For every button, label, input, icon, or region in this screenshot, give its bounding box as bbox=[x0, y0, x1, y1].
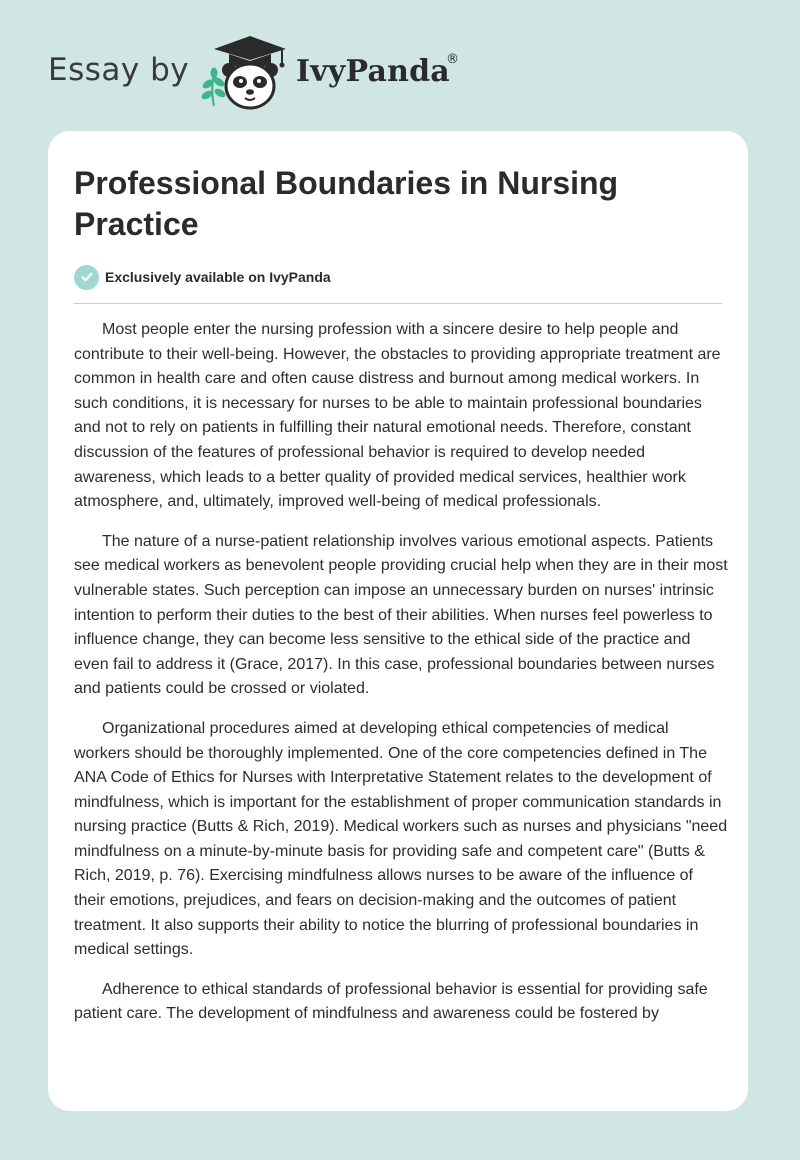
paragraph: The nature of a nurse-patient relationship involves various emotional aspects. Patients see medical workers as benevolent people providing crucial help when they are in their most vulnerable states. Such perception can impose an unnecessary burden on nurses' intrinsic intention to perform their duties to the best of their abilities. When nurses feel powerless to influence change, they can become less sensitive to the ethical side of the practice and even fail to address it (Grace, 2017). In this case, professional boundaries between nurses and patients could be crossed or violated. bbox=[74, 532, 728, 698]
essay-title: Professional Boundaries in Nursing Practice bbox=[74, 165, 619, 242]
check-circle-icon bbox=[74, 265, 99, 290]
registered-mark: ® bbox=[446, 52, 459, 67]
essay-body bbox=[74, 318, 728, 1042]
exclusive-badge-text: Exclusively available on IvyPanda bbox=[105, 269, 331, 285]
panda-logo-icon[interactable] bbox=[198, 34, 290, 112]
essay-by-label: Essay by bbox=[48, 52, 190, 88]
paragraph: Adherence to ethical standards of professional behavior is essential for providing safe patient care. The development of mindfulness and awareness could be fostered by bbox=[74, 980, 708, 1023]
site-header bbox=[0, 0, 800, 130]
paragraph: Most people enter the nursing profession with a sincere desire to help people and contribute to their well-being. However, the obstacles to providing appropriate treatment are common in health care and often cause distress and burnout among medical workers. In such conditions, it is necessary for nurses to be able to maintain professional boundaries and not to rely on patients in fulfilling their natural emotional needs. Therefore, constant discussion of the features of professional behavior is required to develop needed awareness, which leads to a better quality of provided medical services, healthier work atmosphere, and, ultimately, improved well-being of medical professionals. bbox=[74, 321, 721, 511]
panda-face-icon bbox=[222, 63, 278, 108]
exclusive-badge bbox=[74, 264, 331, 290]
brand-name[interactable]: IvyPanda bbox=[296, 54, 450, 89]
paragraph: Organizational procedures aimed at developing ethical competencies of medical workers should be thoroughly implemented. One of the core competencies defined in The ANA Code of Ethics for Nurses with Interpretative Statement relates to the development of mindfulness, which is important for the establishment of proper communication standards in nursing practice (Butts & Rich, 2019). Medical workers such as nurses and physicians "need mindfulness on a minute-by-minute basis for providing safe and competent care" (Butts & Rich, 2019, p. 76). Exercising mindfulness allows nurses to be aware of the influence of their emotions, prejudices, and fears on decision-making and the outcomes of patient treatment. It also supports their ability to notice the blurring of professional boundaries in medical settings. bbox=[74, 719, 728, 959]
divider bbox=[74, 303, 722, 304]
essay-card bbox=[48, 131, 748, 1111]
